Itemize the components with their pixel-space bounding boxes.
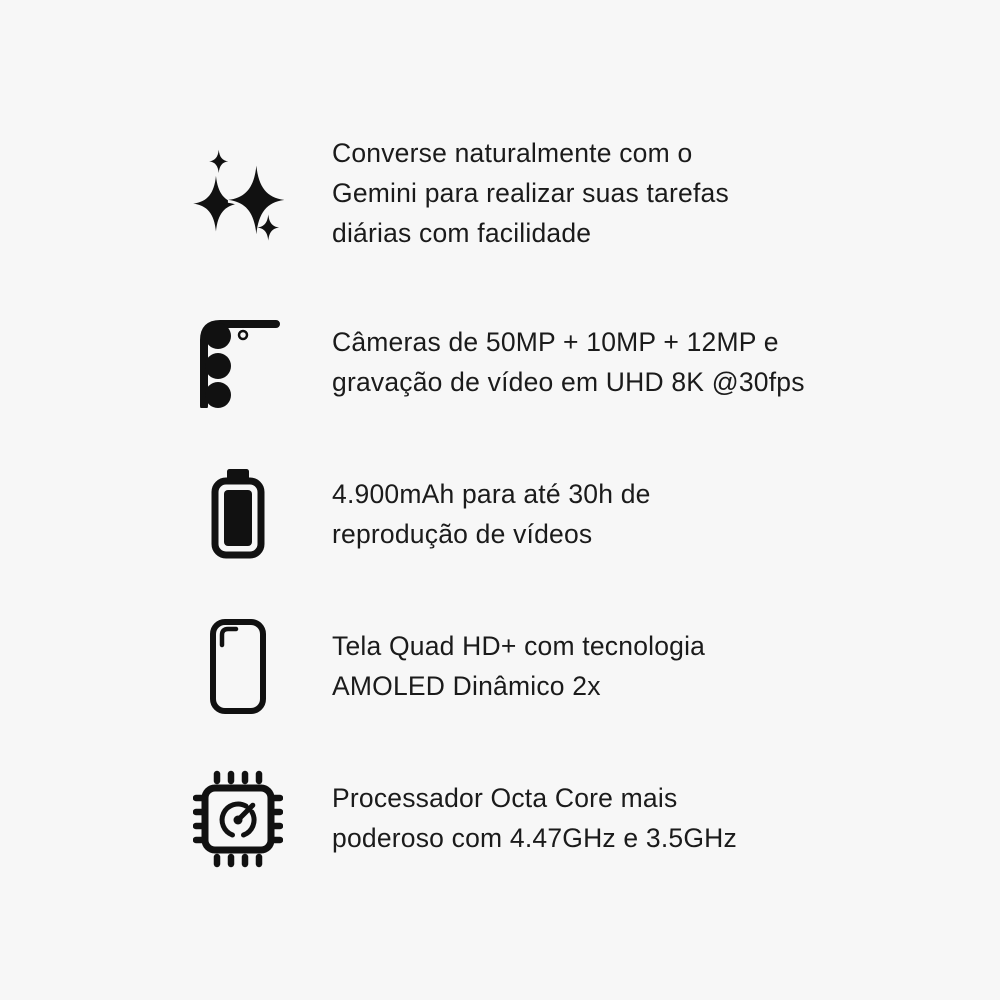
feature-row-processor xyxy=(0,742,1000,894)
feature-row-battery xyxy=(0,438,1000,590)
feature-line: diárias com facilidade xyxy=(332,218,592,248)
feature-row-cameras xyxy=(0,286,1000,438)
feature-row-gemini xyxy=(0,117,1000,269)
feature-text-processor xyxy=(332,778,737,858)
feature-text-battery xyxy=(332,474,651,554)
camera-module-icon xyxy=(188,316,288,408)
feature-line: gravação de vídeo em UHD 8K @30fps xyxy=(332,367,805,397)
gemini-sparkles-icon xyxy=(188,143,288,244)
feature-line: poderoso com 4.47GHz e 3.5GHz xyxy=(332,823,737,853)
feature-text-display xyxy=(332,626,705,706)
feature-text-cameras xyxy=(332,322,805,402)
feature-line: Tela Quad HD+ com tecnologia xyxy=(332,631,706,661)
feature-line: Processador Octa Core mais xyxy=(332,783,678,813)
feature-text-gemini xyxy=(332,133,729,253)
feature-line: AMOLED Dinâmico 2x xyxy=(332,671,601,701)
feature-line: Gemini para realizar suas tarefas xyxy=(332,178,729,208)
battery-icon xyxy=(188,469,288,559)
feature-line: Converse naturalmente com o xyxy=(332,138,693,168)
phone-display-icon xyxy=(188,618,288,714)
feature-line: reprodução de vídeos xyxy=(332,519,593,549)
feature-row-display xyxy=(0,590,1000,742)
processor-chip-icon xyxy=(188,768,288,868)
feature-line: 4.900mAh para até 30h de xyxy=(332,479,651,509)
feature-line: Câmeras de 50MP + 10MP + 12MP e xyxy=(332,327,779,357)
